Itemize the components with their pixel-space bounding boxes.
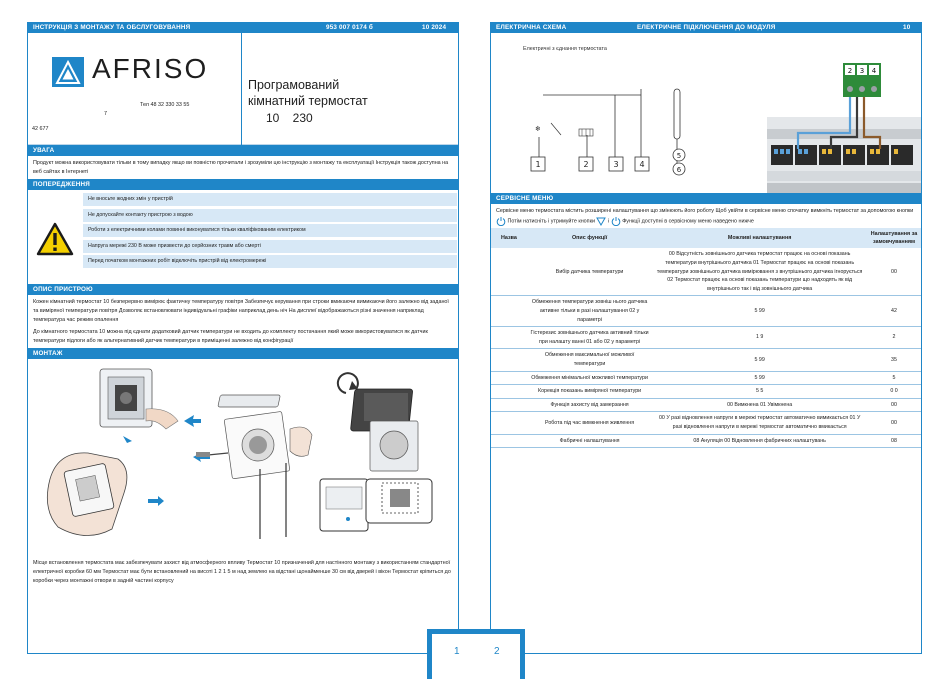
left-page <box>27 22 459 654</box>
brand-wordmark: AFRISO <box>92 53 209 84</box>
row-name <box>491 248 527 295</box>
row-default: 00 <box>867 412 921 434</box>
description-heading: ОПИС ПРИСТРОЮ <box>28 284 458 295</box>
column-header-description: Опис функції <box>527 228 652 248</box>
table-row <box>491 412 921 434</box>
page-number-1[interactable]: 1 <box>454 646 460 657</box>
power-icon <box>611 216 621 226</box>
table-row <box>491 371 921 385</box>
terminal-6-label: 6 <box>676 166 682 174</box>
product-title-line1: Програмований <box>248 78 340 92</box>
warnings-list <box>83 193 457 271</box>
warning-triangle-icon <box>36 222 74 256</box>
mounting-heading: МОНТАЖ <box>28 348 458 359</box>
page-number-2[interactable]: 2 <box>494 646 500 657</box>
row-default: 00 <box>867 248 921 295</box>
row-settings: 1 9 <box>652 327 867 349</box>
table-row <box>491 349 921 371</box>
snowflake-icon: ❄ <box>535 125 541 133</box>
row-settings: 5 99 <box>652 296 867 327</box>
row-description: Обмеження мінімальної можливої температури <box>527 371 652 385</box>
service-intro-part-a: Сервісне меню термостата містить розширені налаштування що змінюють його роботу Щоб увійти в сервісне меню спочатку вимкніть термостат за допомогою кнопки <box>496 208 914 214</box>
wiring-schematic <box>491 33 921 193</box>
page-indicator <box>427 629 525 679</box>
row-name <box>491 412 527 434</box>
row-settings: 00 Вимкнена 01 Увімкнена <box>652 398 867 412</box>
manual-title: ІНСТРУКЦІЯ З МОНТАЖУ ТА ОБСЛУГОВУВАННЯ <box>33 24 191 31</box>
table-row <box>491 327 921 349</box>
row-description: Обмеження температури зовніш нього датчика активне тільки в разі налаштування 02 у параметрі <box>527 296 652 327</box>
row-default: 2 <box>867 327 921 349</box>
row-description: Фабричні налаштування <box>527 434 652 448</box>
service-intro-part-b: Потім натисніть і утримуйте кнопки <box>507 218 595 225</box>
row-name <box>491 385 527 399</box>
wiring-diagram <box>491 33 921 193</box>
row-name <box>491 327 527 349</box>
row-description: Обмеження максимальної можливої температури <box>527 349 652 371</box>
row-settings: 00 У разі відновлення напруги в мережі термостат автоматично вимикається 01 У разі відновлення напруги в мережі термостат автоматично вмикається <box>652 412 867 434</box>
table-row <box>491 296 921 327</box>
step-3-illustration <box>196 395 312 539</box>
description-paragraph-1: Кожен кімнатний термостат 10 безперервно вимірює фактичну температуру повітря Забезпечує керування при строки вмикаючи вимикаючи його залежно від заданої та виміряної температури повітря Дозволяє встановлювати індивідуальні графіки наприклад день ніч На дисплеї відображаються різні значення наприклад температура час режим опалення <box>33 299 449 323</box>
right-page <box>490 22 922 654</box>
description-paragraph-2: До кімнатного термостата 10 можна під єднати додатковий датчик температури не входить до комплекту постачання який може використовуватися як датчик температури підлоги або як альтернативний датчик температури в приміщенні залежно від конфігурації <box>33 329 428 344</box>
mounting-illustration <box>28 359 458 558</box>
service-intro-part-d: Функції доступні в сервісному меню наведено нижче <box>622 218 754 225</box>
terminal-3-label: 3 <box>613 160 619 169</box>
product-title <box>248 77 368 109</box>
terminal-5-label: 5 <box>676 152 682 160</box>
service-intro-part-c: і <box>607 218 610 225</box>
step-1-illustration <box>100 369 178 429</box>
row-name <box>491 371 527 385</box>
row-description: Вибір датчика температури <box>527 248 652 295</box>
row-settings: 5 5 <box>652 385 867 399</box>
left-header-bar <box>28 23 458 33</box>
doc-date: 10 2024 <box>422 24 447 31</box>
module-terminal-4: 4 <box>871 67 877 75</box>
schematic-caption: Електричні з єднання термостата <box>523 46 607 52</box>
terminal-1-label: 1 <box>535 160 541 169</box>
right-header-bar <box>491 23 921 33</box>
row-default: 08 <box>867 434 921 448</box>
warning-item: Напруга мережі 230 В може призвести до серйозних травм або смерті <box>83 240 457 253</box>
terminal-2-label: 2 <box>583 160 589 169</box>
power-icon <box>496 216 506 226</box>
row-settings: 5 99 <box>652 349 867 371</box>
row-default: 35 <box>867 349 921 371</box>
module-terminal-2: 2 <box>847 67 853 75</box>
row-name <box>491 434 527 448</box>
logo-block <box>28 33 458 145</box>
warning-item: Не допускайте контакту пристрою з водою <box>83 209 457 222</box>
doc-number: 953 007 0174 б <box>326 24 373 31</box>
warning-item: Перед початком монтажних робіт відключіть пристрій від електромережі <box>83 255 457 268</box>
row-description: Робота під час вимкнення живлення <box>527 412 652 434</box>
terminal-4-label: 4 <box>639 160 645 169</box>
column-header-settings: Можливі налаштування <box>652 228 867 248</box>
table-row <box>491 385 921 399</box>
column-header-default: Налаштування за замовчуванням <box>867 228 921 248</box>
schematic-title: ЕЛЕКТРИЧНА СХЕМА <box>496 24 567 31</box>
product-title-line2: кімнатний термостат <box>248 94 368 108</box>
warning-item: Не вносьте жодних змін у пристрій <box>83 193 457 206</box>
warning-item: Роботи з електричними колами повинні виконуватися тільки кваліфікованим електриком <box>83 224 457 237</box>
row-description: Корекція показань виміряної температури <box>527 385 652 399</box>
mounting-steps-image <box>28 359 458 558</box>
row-description: Функція захисту від замерзання <box>527 398 652 412</box>
row-description: Гістерезис зовнішнього датчика активний тільки при налашту ванні 01 або 02 у параметрі <box>527 327 652 349</box>
row-settings: 5 99 <box>652 371 867 385</box>
table-header-row <box>491 228 921 248</box>
row-settings: 08 Ануляція 00 Відновлення фабричних налаштувань <box>652 434 867 448</box>
product-model: 10 230 <box>266 111 313 125</box>
module-terminal-3: 3 <box>859 67 865 75</box>
company-address-line: 7 <box>104 111 107 117</box>
table-row <box>491 434 921 448</box>
table-row <box>491 248 921 295</box>
row-default: 0 0 <box>867 385 921 399</box>
afriso-logo-icon <box>52 57 84 87</box>
right-page-number: 10 <box>903 24 911 31</box>
warnings-block <box>28 190 458 284</box>
module-photo <box>767 63 921 193</box>
row-default: 00 <box>867 398 921 412</box>
row-name <box>491 296 527 327</box>
module-connection-title: ЕЛЕКТРИЧНЕ ПІДКЛЮЧЕННЯ ДО МОДУЛЯ <box>637 24 776 31</box>
sensor-probe-icon <box>674 89 680 139</box>
company-phone: Тел 48 32 330 33 55 <box>140 102 190 108</box>
row-default: 42 <box>867 296 921 327</box>
service-menu-intro <box>491 204 921 228</box>
company-postcode: 42 677 <box>32 126 49 132</box>
table-row <box>491 398 921 412</box>
step-2-illustration <box>47 453 127 536</box>
column-header-name: Назва <box>491 228 527 248</box>
mounting-text: Місце встановлення термостата має забезпечувати захист від атмосферного впливу Термостат 10 призначений для настінного монтажу з використанням стандартної електричної коробки 60 мм Термостат має бути встановлений на висоті 1 2 1 5 м над землею на відстані щонайменше 30 см від дверей і вікон Термостат кріпиться до коробки через монтажні отвори в задній частині корпусу <box>33 560 451 584</box>
company-block <box>28 33 242 145</box>
down-triangle-icon <box>596 216 606 226</box>
notice-heading: УВАГА <box>28 145 458 156</box>
service-menu-heading: СЕРВІСНЕ МЕНЮ <box>491 193 921 204</box>
row-default: 5 <box>867 371 921 385</box>
notice-text: Продукт можна використовувати тільки в тому випадку якщо ви повністю прочитали і зрозуміли цю інструкцію з монтажу та експлуатації Інструкція також доступна на веб сайтах в Інтернеті <box>33 160 449 175</box>
service-menu-table <box>491 228 921 448</box>
step-4-illustration <box>320 373 432 531</box>
warnings-heading: ПОПЕРЕДЖЕННЯ <box>28 179 458 190</box>
row-name <box>491 398 527 412</box>
row-name <box>491 349 527 371</box>
row-settings: 00 Відсутність зовнішнього датчика термостат працює на основі показань температури внутрішнього датчика 01 Термостат працює на основі показань температури зовнішнього датчика вимірювання з внутрішнього датчика ігнорується 02 Термостат працює на основі показань температури що надходять як від внутрішнього так і від зовнішнього датчика <box>652 248 867 295</box>
